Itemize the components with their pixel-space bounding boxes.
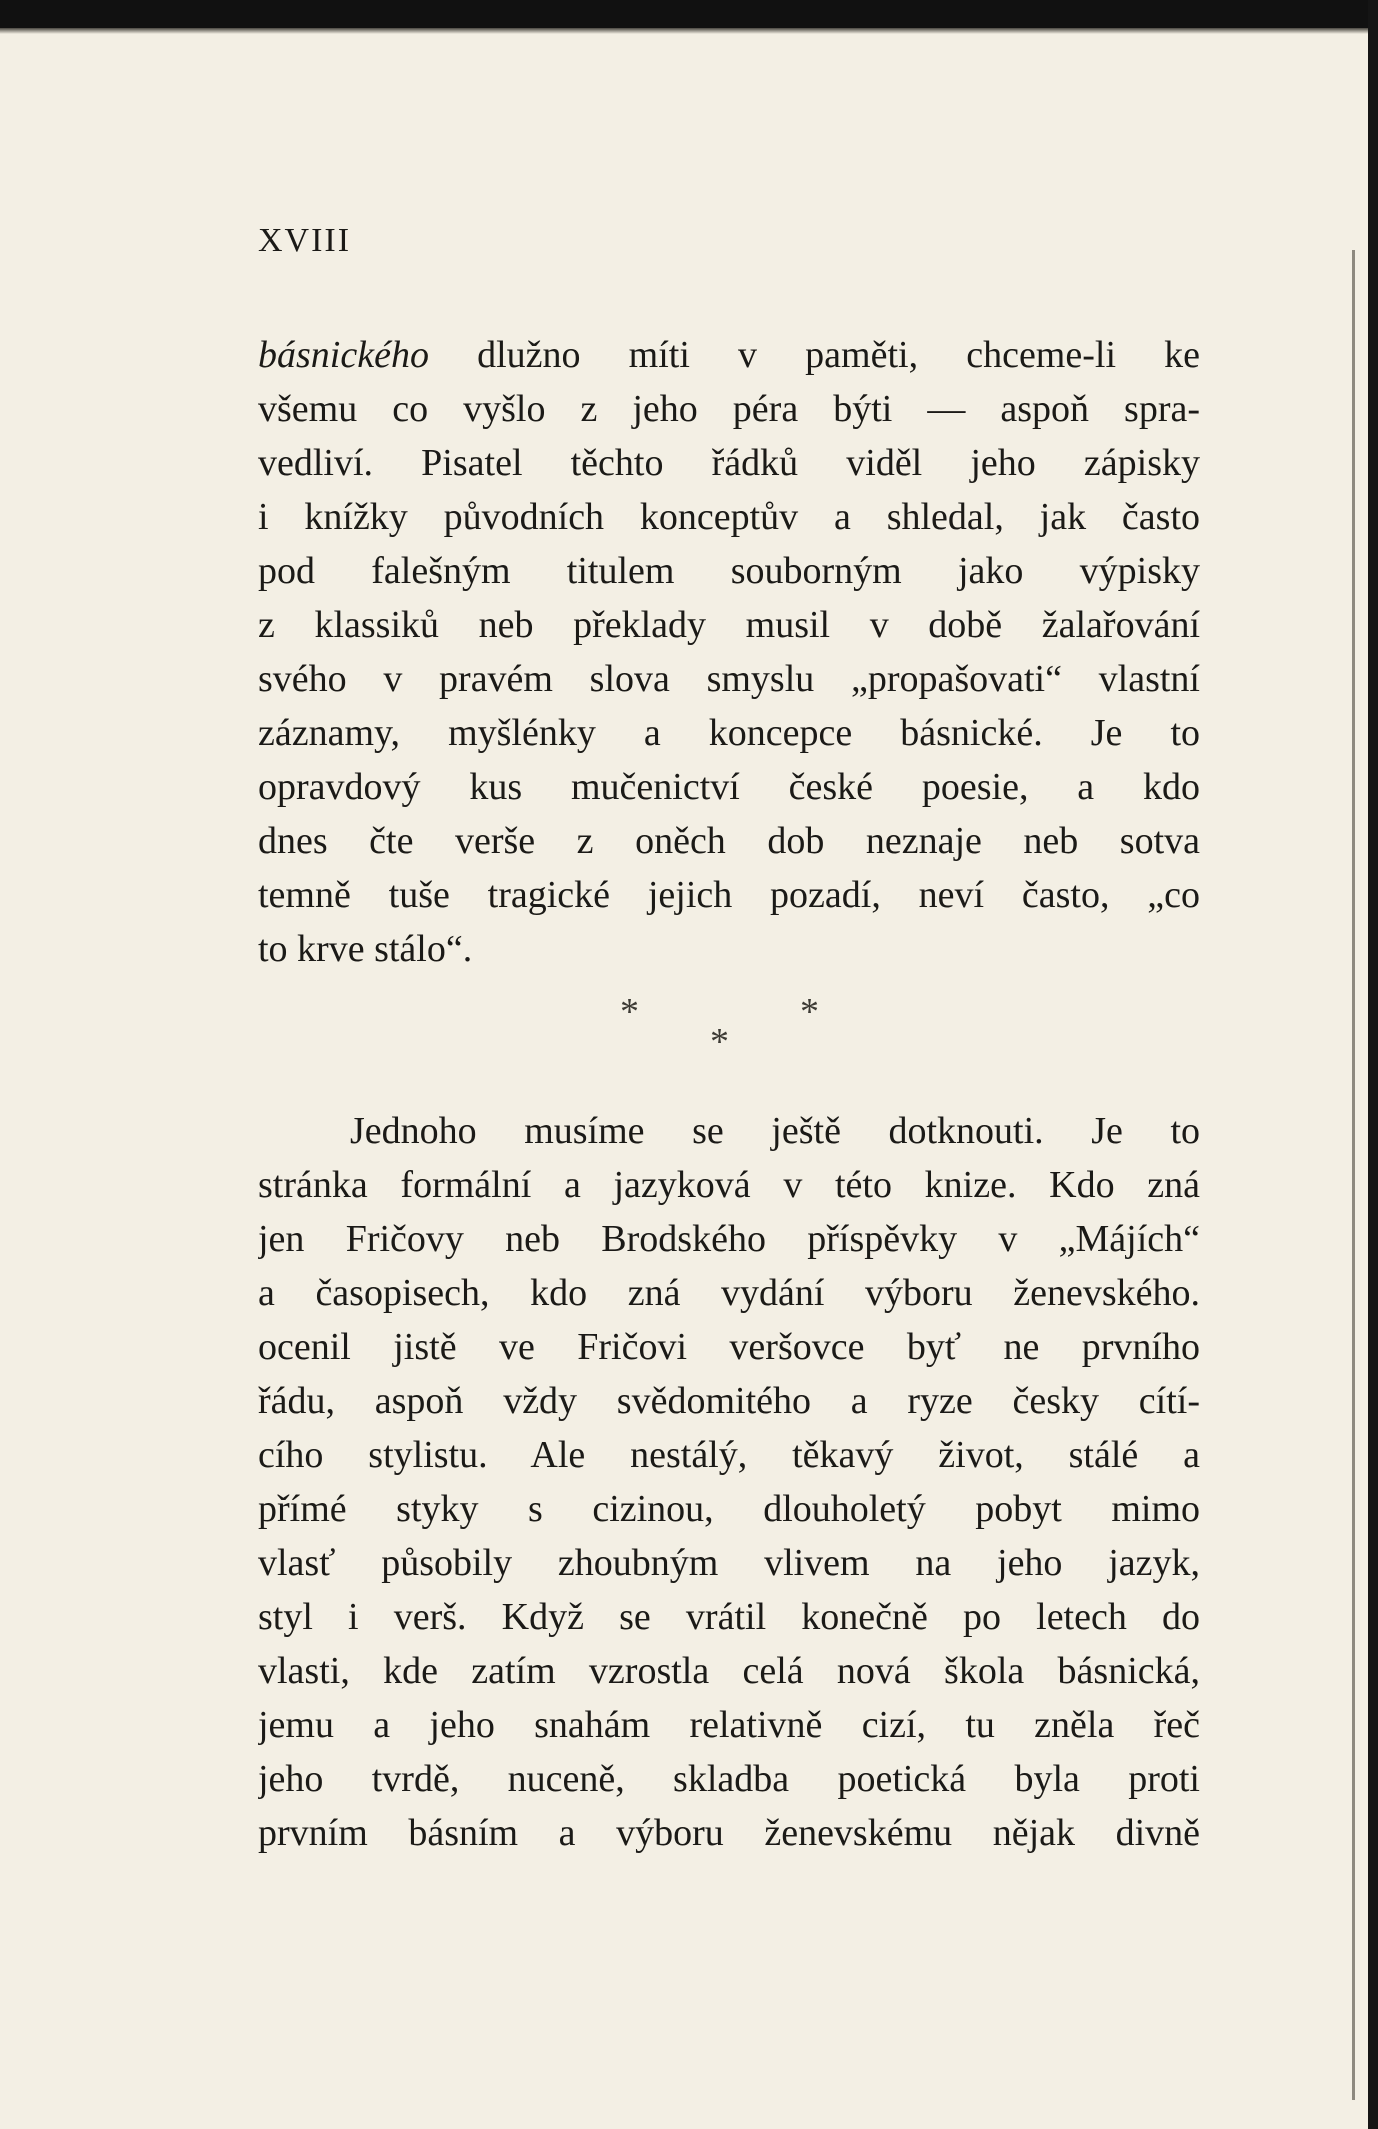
asterisk: * [620, 991, 639, 1033]
paragraph-line: vlasť působily zhoubným vlivem na jeho jazyk, [258, 1542, 1200, 1584]
paragraph-line: to krve stálo“. [258, 928, 473, 970]
asterisk: * [800, 991, 819, 1033]
paragraph-line: prvním básním a výboru ženevskému nějak divně [258, 1812, 1200, 1854]
paragraph-line: jeho tvrdě, nuceně, skladba poetická byla proti [258, 1758, 1200, 1800]
paragraph-line: i knížky původních konceptův a shledal, jak často [258, 496, 1200, 538]
paragraph-line: cího stylistu. Ale nestálý, těkavý život, stálé a [258, 1434, 1200, 1476]
paragraph-line: Jednoho musíme se ještě dotknouti. Je to [350, 1110, 1200, 1152]
binding-line [1352, 250, 1355, 2100]
paragraph-line: stránka formální a jazyková v této knize. Kdo zná [258, 1164, 1200, 1206]
paragraph-1 [258, 328, 1200, 976]
paragraph-line: vlasti, kde zatím vzrostla celá nová škola básnická, [258, 1650, 1200, 1692]
paragraph-line: záznamy, myšlénky a koncepce básnické. Je to [258, 712, 1200, 754]
paragraph-line: opravdový kus mučenictví české poesie, a kdo [258, 766, 1200, 808]
paragraph-line: všemu co vyšlo z jeho péra býti — aspoň spra- [258, 388, 1200, 430]
paragraph-line: styl i verš. Když se vrátil konečně po letech do [258, 1596, 1200, 1638]
paragraph-line: řádu, aspoň vždy svědomitého a ryze česky cítí- [258, 1380, 1200, 1422]
asterisk: * [710, 1021, 729, 1063]
paragraph-2 [258, 1104, 1200, 1860]
paragraph-line: temně tuše tragické jejich pozadí, neví často, „co [258, 874, 1200, 916]
italic-word: básnického [258, 334, 429, 376]
paragraph-line: jemu a jeho snahám relativně cizí, tu zněla řeč [258, 1704, 1200, 1746]
paragraph-line: ocenil jistě ve Fričovi veršovce byť ne prvního [258, 1326, 1200, 1368]
paragraph-line: jen Fričovy neb Brodského příspěvky v „Májích“ [258, 1218, 1200, 1260]
paragraph-line: dnes čte verše z oněch dob neznaje neb sotva [258, 820, 1200, 862]
page-top-shadow [0, 28, 1378, 34]
paragraph-line: přímé styky s cizinou, dlouholetý pobyt mimo [258, 1488, 1200, 1530]
page-top-edge [0, 0, 1378, 28]
section-separator [560, 990, 890, 1090]
paragraph-line [258, 328, 1200, 382]
paragraph-line: a časopisech, kdo zná vydání výboru ženevského. [258, 1272, 1200, 1314]
page-number: XVIII [258, 222, 352, 259]
paragraph-line: vedliví. Pisatel těchto řádků viděl jeho zápisky [258, 442, 1200, 484]
paragraph-line: svého v pravém slova smyslu „propašovati“ vlastní [258, 658, 1200, 700]
first-line-rest: dlužno míti v paměti, chceme-li ke [477, 334, 1200, 376]
paragraph-line: pod falešným titulem souborným jako výpisky [258, 550, 1200, 592]
page-right-edge [1368, 0, 1378, 2129]
paragraph-line: z klassiků neb překlady musil v době žalařování [258, 604, 1200, 646]
